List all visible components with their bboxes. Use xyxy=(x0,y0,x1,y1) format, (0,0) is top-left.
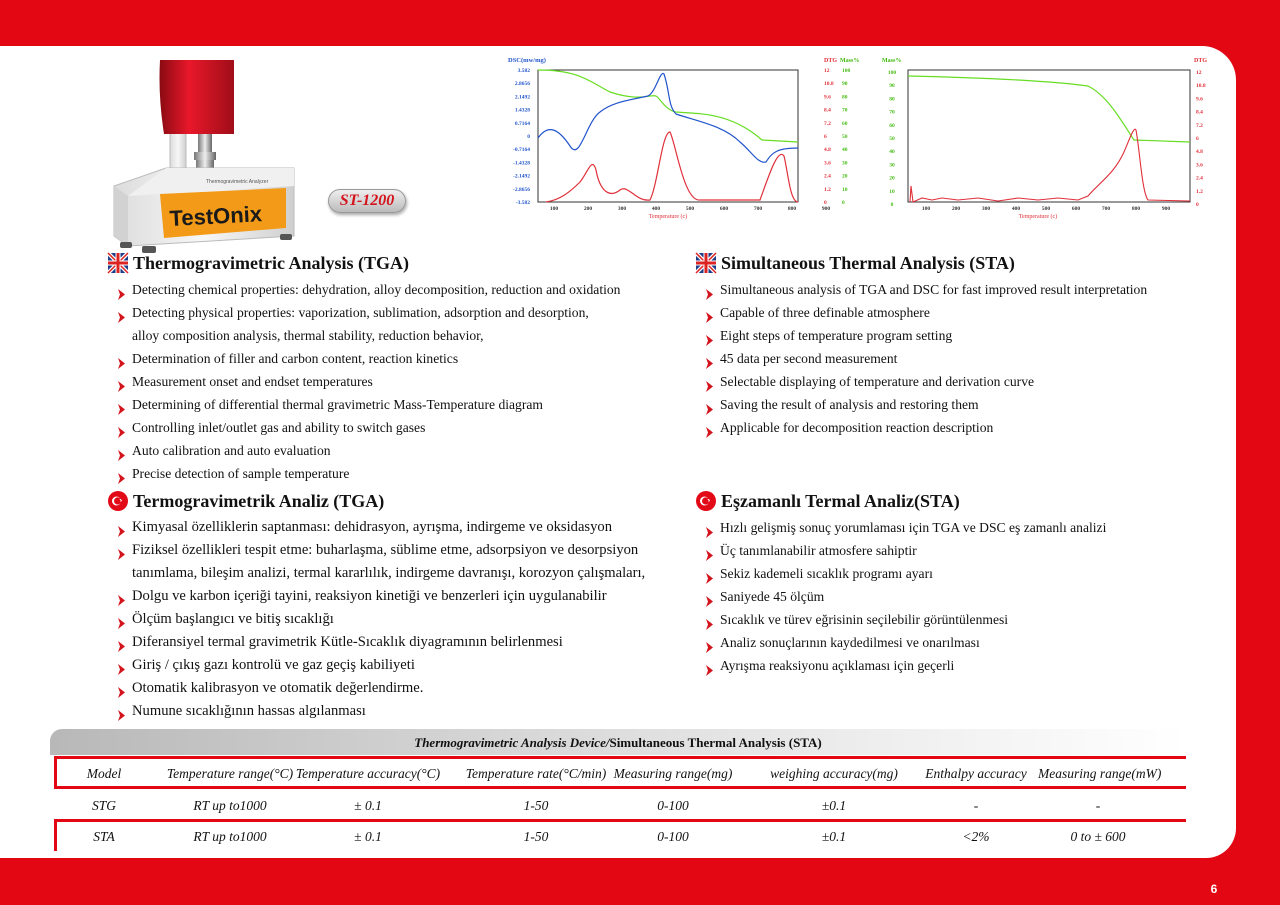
dtg-tick: 3.6 xyxy=(824,160,831,167)
chevron-right-icon xyxy=(706,307,713,318)
tga-mass-tick: 80 xyxy=(889,96,895,103)
tga-mass-tick: 60 xyxy=(889,122,895,129)
list-item-text: Selectable displaying of temperature and derivation curve xyxy=(720,374,1035,389)
chevron-right-icon xyxy=(706,353,713,364)
list-item xyxy=(108,393,620,416)
table-title xyxy=(50,729,1186,755)
tga-x-tick: 500 xyxy=(1041,206,1051,212)
list-item xyxy=(696,516,1106,539)
header-cell: Measuring range(mg) xyxy=(613,766,733,781)
mass-tick: 0 xyxy=(842,200,845,206)
header-cell: Enthalpy accuracy xyxy=(925,766,1027,781)
dtg-tick: 9.6 xyxy=(824,94,831,101)
list-item xyxy=(108,416,620,439)
list-item-text: Detecting chemical properties: dehydration, alloy decomposition, reduction and oxidation xyxy=(132,282,621,297)
chevron-right-icon xyxy=(706,376,713,387)
sta-en-section xyxy=(696,251,1147,439)
header-cell: Measuring range(mW) xyxy=(1038,766,1162,781)
x-tick: 700 xyxy=(753,206,763,212)
list-item-text: Otomatik kalibrasyon ve otomatik değerlendirme. xyxy=(132,680,424,696)
tga-mass-tick: 90 xyxy=(889,83,895,90)
chevron-right-icon xyxy=(706,545,713,556)
list-item xyxy=(696,654,1106,677)
uk-flag-icon xyxy=(696,253,716,273)
chevron-right-icon xyxy=(118,468,125,479)
list-item-text: Detecting physical properties: vaporization, sublimation, adsorption and desorption, xyxy=(132,305,589,320)
tga-chart-svg xyxy=(878,52,1220,230)
list-item xyxy=(696,539,1106,562)
dsc-x-title: Temperature (c) xyxy=(648,214,688,220)
list-item xyxy=(696,324,1147,347)
dsc-y-tick: 0.7164 xyxy=(514,120,530,127)
tga-x-tick: 800 xyxy=(1131,206,1141,212)
list-item-text: Kimyasal özelliklerin saptanması: dehidrasyon, ayrışma, indirgeme ve oksidasyon xyxy=(132,519,612,535)
sta-en-heading xyxy=(696,251,1147,275)
row-cell: 1-50 xyxy=(523,829,549,844)
list-item-text: Auto calibration and auto evaluation xyxy=(132,443,331,458)
list-item xyxy=(696,301,1147,324)
chevron-right-icon xyxy=(706,284,713,295)
list-item-text: Sekiz kademeli sıcaklık programı ayarı xyxy=(720,566,933,581)
model-badge: ST-1200 xyxy=(328,189,406,213)
list-item xyxy=(696,278,1147,301)
row-cell: 1-50 xyxy=(523,798,549,813)
sta-tr-title: Eşzamanlı Termal Analiz(STA) xyxy=(721,490,960,511)
mass-tick: 60 xyxy=(842,120,848,127)
list-item xyxy=(108,439,620,462)
mass-tick: 30 xyxy=(842,160,848,167)
table-header-row xyxy=(50,760,1186,788)
svg-text:Thermogravimetric Analyzer: Thermogravimetric Analyzer xyxy=(206,179,269,185)
row-cell: RT up to1000 xyxy=(193,798,267,813)
tga-x-tick: 900 xyxy=(1161,206,1171,212)
dsc-y-tick: -1.4328 xyxy=(513,160,530,167)
x-tick: 500 xyxy=(685,206,695,212)
chevron-right-icon xyxy=(118,399,125,410)
tga-dtg-tick: 4.8 xyxy=(1196,149,1203,156)
chevron-right-icon xyxy=(118,284,125,295)
sta-tr-section xyxy=(696,489,1106,677)
list-item xyxy=(108,516,645,539)
row-cell: STG xyxy=(91,798,116,813)
chevron-right-icon xyxy=(706,330,713,341)
chevron-right-icon xyxy=(706,522,713,533)
tga-dtg-tick: 1.2 xyxy=(1196,188,1203,195)
tga-mass-tick: 0 xyxy=(890,202,894,208)
dtg-tick: 12 xyxy=(824,68,830,74)
list-item xyxy=(696,416,1147,439)
turkey-flag-icon xyxy=(696,491,716,511)
chevron-right-icon xyxy=(706,422,713,433)
tga-dtg-tick: 8.4 xyxy=(1196,109,1203,116)
tga-dtg-tick: 12 xyxy=(1196,70,1202,76)
tga-en-title: Thermogravimetric Analysis (TGA) xyxy=(133,252,409,273)
tga-x-tick: 700 xyxy=(1101,206,1111,212)
table-row xyxy=(50,792,1186,820)
page-sheet xyxy=(0,46,1236,896)
list-item-text: Analiz sonuçlarının kaydedilmesi ve onarılması xyxy=(720,635,980,650)
mass-title: Mass% xyxy=(840,58,860,64)
list-item-text: Numune sıcaklığının hassas algılanması xyxy=(132,703,366,719)
list-item-text: Eight steps of temperature program setting xyxy=(720,328,953,343)
list-item-text: Ayrışma reaksiyonu açıklaması için geçerli xyxy=(720,658,955,673)
sta-en-title: Simultaneous Thermal Analysis (STA) xyxy=(721,252,1015,273)
mass-tick: 50 xyxy=(842,134,848,140)
list-item xyxy=(696,585,1106,608)
sta-tr-list xyxy=(696,516,1106,677)
tga-dtg-tick: 3.6 xyxy=(1196,162,1203,169)
row-cell: - xyxy=(973,798,979,813)
dtg-tick: 1.2 xyxy=(824,186,831,193)
list-item xyxy=(108,370,620,393)
dtg-tick: 7.2 xyxy=(824,120,831,127)
chevron-right-icon xyxy=(118,545,125,556)
header-cell: Temperature accuracy(°C) xyxy=(295,766,441,781)
uk-flag-icon xyxy=(108,253,128,273)
dsc-y-tick: -0.7164 xyxy=(513,147,530,154)
mass-tick: 20 xyxy=(842,173,848,180)
header-cell: Model xyxy=(86,766,122,781)
dtg-tick: 4.8 xyxy=(824,147,831,154)
dsc-y-tick: -2.1492 xyxy=(513,173,530,180)
row-cell: - xyxy=(1095,798,1101,813)
tga-mass-title: Mass% xyxy=(882,58,902,64)
dtg-tick: 0 xyxy=(824,200,827,206)
list-item-text: Measurement onset and endset temperatures xyxy=(132,374,373,389)
list-item xyxy=(696,370,1147,393)
chevron-right-icon xyxy=(118,522,125,533)
list-item xyxy=(696,347,1147,370)
dtg-tick: 8.4 xyxy=(824,107,831,114)
row-cell: 0-100 xyxy=(657,798,689,813)
list-item-text: Controlling inlet/outlet gas and ability to switch gases xyxy=(132,420,426,435)
chevron-right-icon xyxy=(706,614,713,625)
dsc-y-tick: 1.4328 xyxy=(514,107,530,114)
chevron-right-icon xyxy=(706,660,713,671)
list-item xyxy=(108,278,620,301)
list-item-text: Capable of three definable atmosphere xyxy=(720,305,930,320)
chevron-right-icon xyxy=(118,353,125,364)
list-item-text: Applicable for decomposition reaction description xyxy=(720,420,994,435)
dsc-y-tick: 2.1492 xyxy=(514,94,530,101)
list-item xyxy=(108,324,620,347)
tga-en-section xyxy=(108,251,620,485)
list-item xyxy=(696,608,1106,631)
list-item-text: Üç tanımlanabilir atmosfere sahiptir xyxy=(720,543,917,558)
chevron-right-icon xyxy=(706,591,713,602)
table-title-italic: Thermogravimetric Analysis Device/ xyxy=(414,735,610,750)
row-cell: ±0.1 xyxy=(821,798,847,813)
tga-x-tick: 200 xyxy=(951,206,961,212)
list-item-text: Saniyede 45 ölçüm xyxy=(720,589,825,604)
turkey-flag-icon xyxy=(108,491,128,511)
header-cell: weighing accuracy(mg) xyxy=(770,766,898,781)
list-item xyxy=(108,539,645,562)
tga-mass-tick: 50 xyxy=(889,136,895,142)
row-cell: RT up to1000 xyxy=(193,829,267,844)
tga-mass-tick: 100 xyxy=(887,70,897,76)
x-tick: 600 xyxy=(719,206,729,212)
list-item xyxy=(108,677,645,700)
list-item-text: Precise detection of sample temperature xyxy=(132,466,350,481)
tga-chart xyxy=(878,52,1220,230)
mass-tick: 100 xyxy=(842,68,851,74)
chevron-right-icon xyxy=(118,637,125,648)
list-item-text: alloy composition analysis, thermal stability, reduction behavior, xyxy=(132,328,484,343)
list-item-text: Simultaneous analysis of TGA and DSC for fast improved result interpretation xyxy=(720,282,1148,297)
tga-mass-tick: 10 xyxy=(889,188,895,195)
tga-tr-heading xyxy=(108,489,645,513)
row-cell: <2% xyxy=(962,829,990,844)
row-cell: ± 0.1 xyxy=(354,829,382,844)
chevron-right-icon xyxy=(118,376,125,387)
dsc-y-tick: 0 xyxy=(527,134,530,140)
tga-x-tick: 100 xyxy=(921,206,931,212)
list-item-text: Sıcaklık ve türev eğrisinin seçilebilir görüntülenmesi xyxy=(720,612,1009,627)
tga-mass-tick: 20 xyxy=(889,175,895,182)
spec-table xyxy=(50,729,1186,851)
mass-tick: 90 xyxy=(842,81,848,88)
list-item-text: Diferansiyel termal gravimetrik Kütle-Sıcaklık diyagramının belirlenmesi xyxy=(132,634,563,650)
list-item-text: Determination of filler and carbon content, reaction kinetics xyxy=(132,351,459,366)
tga-tr-title: Termogravimetrik Analiz (TGA) xyxy=(133,490,385,511)
tga-x-tick: 300 xyxy=(981,206,991,212)
tga-dtg-tick: 6 xyxy=(1196,136,1199,142)
row-cell: ± 0.1 xyxy=(354,798,382,813)
row-cell: 0-100 xyxy=(657,829,689,844)
tga-dtg-title: DTG xyxy=(1194,58,1208,64)
tga-mass-tick: 30 xyxy=(889,162,895,169)
x-tick: 400 xyxy=(651,206,661,212)
tga-x-title: Temperature (c) xyxy=(1018,214,1058,220)
tga-tr-list xyxy=(108,516,645,723)
tga-en-list xyxy=(108,278,620,485)
table-title-rest: Simultaneous Thermal Analysis (STA) xyxy=(609,735,822,750)
dtg-tick: 2.4 xyxy=(824,173,831,180)
list-item xyxy=(108,462,620,485)
chevron-right-icon xyxy=(118,591,125,602)
list-item xyxy=(108,654,645,677)
dsc-chart-svg xyxy=(500,52,860,230)
list-item xyxy=(108,562,645,585)
table-row xyxy=(50,823,1186,851)
header-cell: Temperature rate(°C/min) xyxy=(465,766,607,781)
sta-tr-heading xyxy=(696,489,1106,513)
sta-en-list xyxy=(696,278,1147,439)
tga-dtg-tick: 7.2 xyxy=(1196,122,1203,129)
x-tick: 100 xyxy=(549,206,559,212)
chevron-right-icon xyxy=(118,683,125,694)
list-item xyxy=(696,631,1106,654)
list-item xyxy=(108,700,645,723)
chevron-right-icon xyxy=(706,399,713,410)
mass-tick: 40 xyxy=(842,147,848,154)
tga-en-heading xyxy=(108,251,620,275)
tga-dtg-tick: 10.8 xyxy=(1196,83,1206,90)
chevron-right-icon xyxy=(118,706,125,717)
list-item-text: Determining of differential thermal gravimetric Mass-Temperature diagram xyxy=(132,397,543,412)
row-cell: STA xyxy=(93,829,115,844)
list-item-text: Hızlı gelişmiş sonuç yorumlaması için TGA ve DSC eş zamanlı analizi xyxy=(720,520,1107,535)
svg-text:TestOnix: TestOnix xyxy=(168,201,263,231)
list-item xyxy=(108,301,620,324)
x-tick: 300 xyxy=(617,206,627,212)
list-item-text: Giriş / çıkış gazı kontrolü ve gaz geçiş kabiliyeti xyxy=(132,657,415,673)
chevron-right-icon xyxy=(118,445,125,456)
chevron-right-icon xyxy=(118,660,125,671)
row-cell: ±0.1 xyxy=(821,829,847,844)
tga-x-tick: 400 xyxy=(1011,206,1021,212)
x-tick: 900 xyxy=(821,206,831,212)
mass-tick: 70 xyxy=(842,107,848,114)
chevron-right-icon xyxy=(118,422,125,433)
chevron-right-icon xyxy=(118,614,125,625)
list-item-text: Dolgu ve karbon içeriği tayini, reaksiyon kinetiği ve benzerleri için uygulanabilir xyxy=(132,588,607,604)
dtg-tick: 10.8 xyxy=(824,81,834,88)
tga-dtg-tick: 9.6 xyxy=(1196,96,1203,103)
top-red-band xyxy=(0,0,1280,46)
dtg-title: DTG xyxy=(824,58,838,64)
x-tick: 200 xyxy=(583,206,593,212)
x-tick: 800 xyxy=(787,206,797,212)
mass-tick: 80 xyxy=(842,94,848,101)
list-item xyxy=(108,585,645,608)
dsc-tga-chart xyxy=(500,52,860,230)
tga-dtg-tick: 2.4 xyxy=(1196,175,1203,182)
tga-tr-section xyxy=(108,489,645,723)
page-number: 6 xyxy=(1199,877,1229,901)
list-item-text: Saving the result of analysis and restoring them xyxy=(720,397,979,412)
chevron-right-icon xyxy=(706,637,713,648)
list-item-text: Ölçüm başlangıcı ve bitiş sıcaklığı xyxy=(132,611,334,627)
list-item xyxy=(696,562,1106,585)
tga-x-tick: 600 xyxy=(1071,206,1081,212)
list-item-text: 45 data per second measurement xyxy=(720,351,898,366)
dtg-tick: 6 xyxy=(824,134,827,140)
header-cell: Temperature range(°C) xyxy=(166,766,294,781)
tga-mass-tick: 70 xyxy=(889,109,895,116)
row-cell: 0 to ± 600 xyxy=(1070,829,1126,844)
list-item xyxy=(108,608,645,631)
list-item-text: tanımlama, bileşim analizi, termal kararlılık, indirgeme davranışı, korozyon çalışmaları, xyxy=(132,565,646,581)
table-rule xyxy=(54,756,1186,759)
mass-tick: 10 xyxy=(842,186,848,193)
dsc-y-tick: 2.8656 xyxy=(514,81,530,88)
tga-mass-tick: 40 xyxy=(889,149,895,156)
list-item xyxy=(108,347,620,370)
list-item xyxy=(696,393,1147,416)
dsc-y-title: DSC(mw/mg) xyxy=(508,57,546,64)
dsc-y-tick: -3.582 xyxy=(515,200,530,206)
chevron-right-icon xyxy=(118,307,125,318)
bottom-red-band xyxy=(0,858,1280,905)
dsc-y-tick: 3.582 xyxy=(517,68,530,74)
tga-dtg-tick: 0 xyxy=(1196,202,1199,208)
list-item xyxy=(108,631,645,654)
list-item-text: Fiziksel özellikleri tespit etme: buharlaşma, süblime etme, adsorpsiyon ve desorpsiyon xyxy=(132,542,639,558)
dsc-y-tick: -2.8656 xyxy=(513,186,530,193)
chevron-right-icon xyxy=(706,568,713,579)
testonix-device-image xyxy=(108,56,308,256)
